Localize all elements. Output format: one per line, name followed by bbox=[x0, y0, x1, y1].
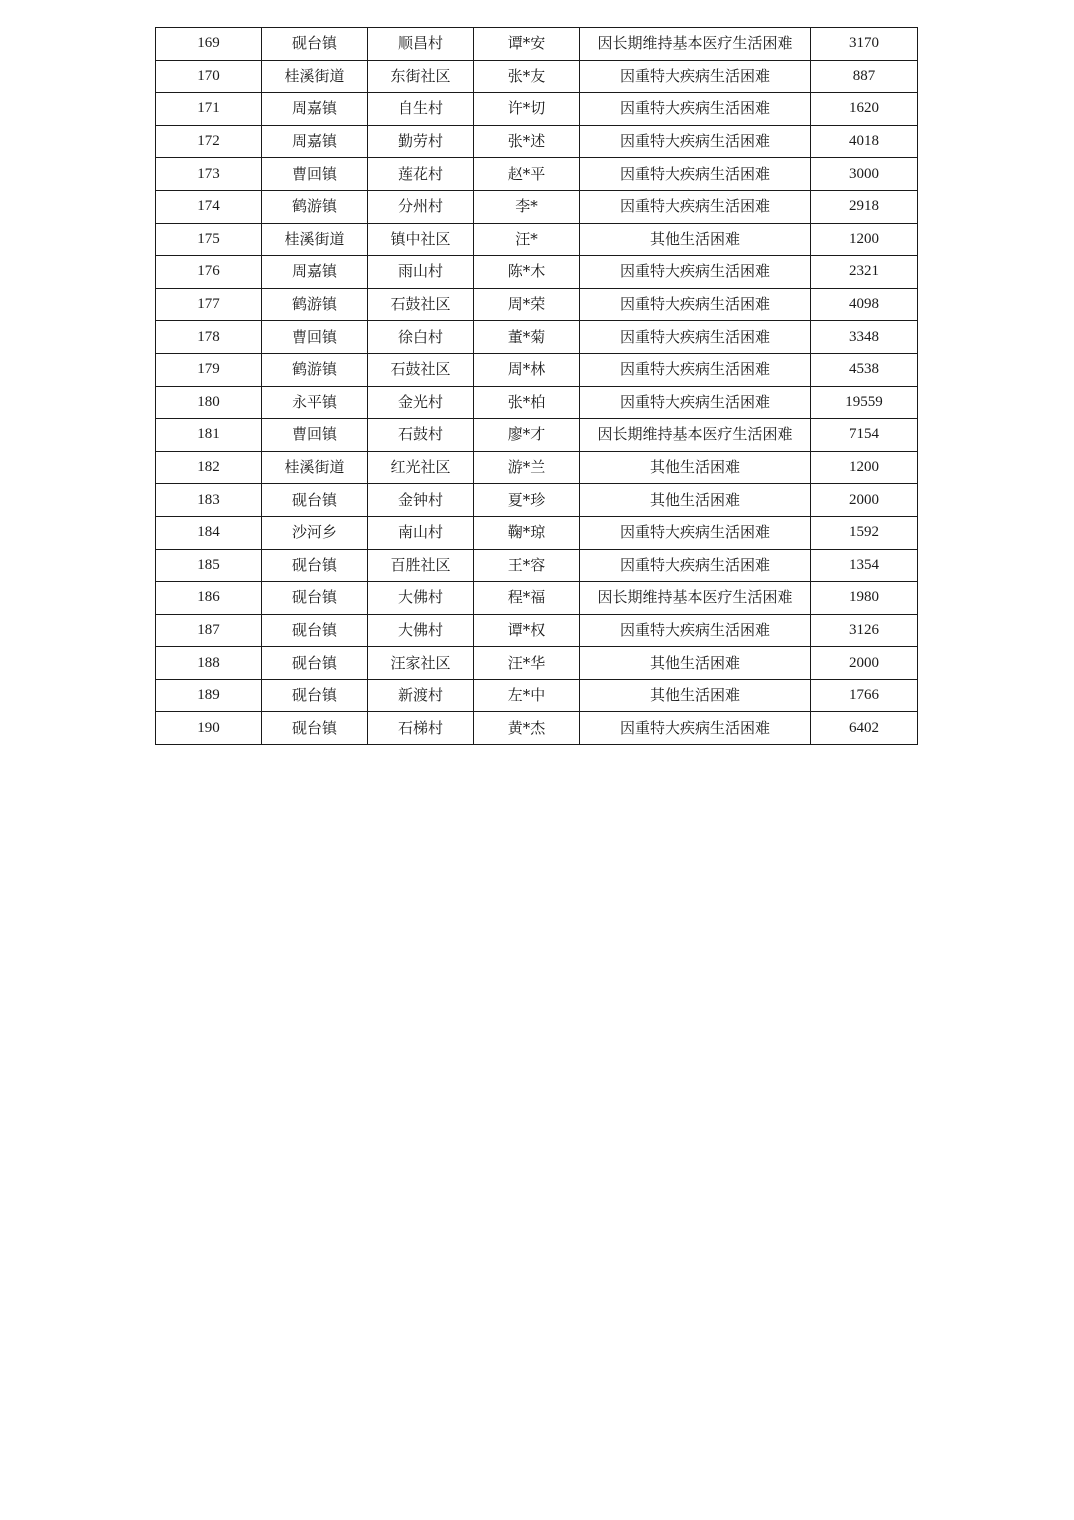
row-number-cell: 180 bbox=[156, 386, 262, 419]
amount-cell: 1354 bbox=[811, 549, 918, 582]
recipient-name-cell: 夏*珍 bbox=[474, 484, 580, 517]
amount-cell: 887 bbox=[811, 60, 918, 93]
amount-cell: 1592 bbox=[811, 516, 918, 549]
village-cell: 红光社区 bbox=[368, 451, 474, 484]
town-cell: 砚台镇 bbox=[262, 647, 368, 680]
village-cell: 徐白村 bbox=[368, 321, 474, 354]
hardship-reason-cell: 其他生活困难 bbox=[580, 451, 811, 484]
row-number-cell: 179 bbox=[156, 353, 262, 386]
town-cell: 砚台镇 bbox=[262, 582, 368, 615]
hardship-reason-cell: 因重特大疾病生活困难 bbox=[580, 614, 811, 647]
table-row bbox=[156, 288, 918, 321]
village-cell: 石梯村 bbox=[368, 712, 474, 745]
table-row bbox=[156, 190, 918, 223]
row-number-cell: 169 bbox=[156, 28, 262, 61]
row-number-cell: 176 bbox=[156, 256, 262, 289]
hardship-reason-cell: 因重特大疾病生活困难 bbox=[580, 386, 811, 419]
hardship-reason-cell: 因长期维持基本医疗生活困难 bbox=[580, 28, 811, 61]
village-cell: 南山村 bbox=[368, 516, 474, 549]
table-row bbox=[156, 647, 918, 680]
town-cell: 砚台镇 bbox=[262, 484, 368, 517]
recipient-name-cell: 赵*平 bbox=[474, 158, 580, 191]
table-row bbox=[156, 451, 918, 484]
town-cell: 周嘉镇 bbox=[262, 125, 368, 158]
village-cell: 镇中社区 bbox=[368, 223, 474, 256]
amount-cell: 3170 bbox=[811, 28, 918, 61]
table-row bbox=[156, 484, 918, 517]
recipient-name-cell: 周*荣 bbox=[474, 288, 580, 321]
amount-cell: 6402 bbox=[811, 712, 918, 745]
table-row bbox=[156, 321, 918, 354]
row-number-cell: 185 bbox=[156, 549, 262, 582]
row-number-cell: 187 bbox=[156, 614, 262, 647]
table-row bbox=[156, 712, 918, 745]
amount-cell: 4098 bbox=[811, 288, 918, 321]
recipient-name-cell: 许*切 bbox=[474, 93, 580, 126]
row-number-cell: 182 bbox=[156, 451, 262, 484]
amount-cell: 2000 bbox=[811, 484, 918, 517]
town-cell: 砚台镇 bbox=[262, 28, 368, 61]
amount-cell: 1200 bbox=[811, 451, 918, 484]
recipient-name-cell: 黄*杰 bbox=[474, 712, 580, 745]
recipient-name-cell: 汪* bbox=[474, 223, 580, 256]
amount-cell: 1200 bbox=[811, 223, 918, 256]
town-cell: 沙河乡 bbox=[262, 516, 368, 549]
town-cell: 砚台镇 bbox=[262, 679, 368, 712]
row-number-cell: 170 bbox=[156, 60, 262, 93]
recipient-name-cell: 廖*才 bbox=[474, 419, 580, 452]
table-row bbox=[156, 28, 918, 61]
row-number-cell: 175 bbox=[156, 223, 262, 256]
hardship-reason-cell: 因重特大疾病生活困难 bbox=[580, 549, 811, 582]
town-cell: 桂溪街道 bbox=[262, 223, 368, 256]
hardship-reason-cell: 因重特大疾病生活困难 bbox=[580, 288, 811, 321]
town-cell: 周嘉镇 bbox=[262, 256, 368, 289]
town-cell: 鹤游镇 bbox=[262, 190, 368, 223]
row-number-cell: 172 bbox=[156, 125, 262, 158]
hardship-reason-cell: 因重特大疾病生活困难 bbox=[580, 60, 811, 93]
town-cell: 砚台镇 bbox=[262, 614, 368, 647]
table-row bbox=[156, 158, 918, 191]
town-cell: 鹤游镇 bbox=[262, 353, 368, 386]
recipient-name-cell: 张*友 bbox=[474, 60, 580, 93]
row-number-cell: 181 bbox=[156, 419, 262, 452]
village-cell: 大佛村 bbox=[368, 582, 474, 615]
row-number-cell: 188 bbox=[156, 647, 262, 680]
row-number-cell: 174 bbox=[156, 190, 262, 223]
town-cell: 周嘉镇 bbox=[262, 93, 368, 126]
recipient-name-cell: 谭*权 bbox=[474, 614, 580, 647]
hardship-reason-cell: 因重特大疾病生活困难 bbox=[580, 93, 811, 126]
village-cell: 新渡村 bbox=[368, 679, 474, 712]
village-cell: 石鼓村 bbox=[368, 419, 474, 452]
table-row bbox=[156, 516, 918, 549]
table-row bbox=[156, 549, 918, 582]
hardship-reason-cell: 因长期维持基本医疗生活困难 bbox=[580, 419, 811, 452]
recipient-name-cell: 李* bbox=[474, 190, 580, 223]
amount-cell: 1980 bbox=[811, 582, 918, 615]
amount-cell: 3126 bbox=[811, 614, 918, 647]
recipient-name-cell: 汪*华 bbox=[474, 647, 580, 680]
recipient-name-cell: 程*福 bbox=[474, 582, 580, 615]
village-cell: 分州村 bbox=[368, 190, 474, 223]
recipient-name-cell: 王*容 bbox=[474, 549, 580, 582]
village-cell: 自生村 bbox=[368, 93, 474, 126]
row-number-cell: 184 bbox=[156, 516, 262, 549]
town-cell: 曹回镇 bbox=[262, 321, 368, 354]
village-cell: 东街社区 bbox=[368, 60, 474, 93]
recipient-name-cell: 陈*木 bbox=[474, 256, 580, 289]
recipient-name-cell: 张*柏 bbox=[474, 386, 580, 419]
recipient-name-cell: 鞠*琼 bbox=[474, 516, 580, 549]
village-cell: 石鼓社区 bbox=[368, 353, 474, 386]
table-row bbox=[156, 679, 918, 712]
town-cell: 桂溪街道 bbox=[262, 451, 368, 484]
town-cell: 桂溪街道 bbox=[262, 60, 368, 93]
amount-cell: 3348 bbox=[811, 321, 918, 354]
hardship-reason-cell: 因长期维持基本医疗生活困难 bbox=[580, 582, 811, 615]
row-number-cell: 190 bbox=[156, 712, 262, 745]
row-number-cell: 177 bbox=[156, 288, 262, 321]
amount-cell: 2918 bbox=[811, 190, 918, 223]
recipient-name-cell: 董*菊 bbox=[474, 321, 580, 354]
village-cell: 石鼓社区 bbox=[368, 288, 474, 321]
town-cell: 曹回镇 bbox=[262, 158, 368, 191]
village-cell: 百胜社区 bbox=[368, 549, 474, 582]
village-cell: 雨山村 bbox=[368, 256, 474, 289]
village-cell: 金钟村 bbox=[368, 484, 474, 517]
hardship-reason-cell: 因重特大疾病生活困难 bbox=[580, 190, 811, 223]
table-row bbox=[156, 125, 918, 158]
amount-cell: 4538 bbox=[811, 353, 918, 386]
recipient-name-cell: 谭*安 bbox=[474, 28, 580, 61]
town-cell: 砚台镇 bbox=[262, 712, 368, 745]
row-number-cell: 183 bbox=[156, 484, 262, 517]
relief-recipient-table bbox=[155, 27, 918, 745]
table-row bbox=[156, 223, 918, 256]
table-row bbox=[156, 614, 918, 647]
town-cell: 永平镇 bbox=[262, 386, 368, 419]
row-number-cell: 173 bbox=[156, 158, 262, 191]
town-cell: 砚台镇 bbox=[262, 549, 368, 582]
hardship-reason-cell: 因重特大疾病生活困难 bbox=[580, 321, 811, 354]
amount-cell: 2321 bbox=[811, 256, 918, 289]
amount-cell: 3000 bbox=[811, 158, 918, 191]
amount-cell: 4018 bbox=[811, 125, 918, 158]
village-cell: 顺昌村 bbox=[368, 28, 474, 61]
hardship-reason-cell: 其他生活困难 bbox=[580, 484, 811, 517]
table-row bbox=[156, 93, 918, 126]
hardship-reason-cell: 其他生活困难 bbox=[580, 223, 811, 256]
recipient-name-cell: 周*林 bbox=[474, 353, 580, 386]
amount-cell: 1620 bbox=[811, 93, 918, 126]
table-row bbox=[156, 419, 918, 452]
row-number-cell: 178 bbox=[156, 321, 262, 354]
row-number-cell: 189 bbox=[156, 679, 262, 712]
table-row bbox=[156, 256, 918, 289]
recipient-name-cell: 左*中 bbox=[474, 679, 580, 712]
row-number-cell: 186 bbox=[156, 582, 262, 615]
village-cell: 莲花村 bbox=[368, 158, 474, 191]
hardship-reason-cell: 因重特大疾病生活困难 bbox=[580, 125, 811, 158]
hardship-reason-cell: 因重特大疾病生活困难 bbox=[580, 516, 811, 549]
town-cell: 鹤游镇 bbox=[262, 288, 368, 321]
recipient-name-cell: 游*兰 bbox=[474, 451, 580, 484]
amount-cell: 2000 bbox=[811, 647, 918, 680]
village-cell: 汪家社区 bbox=[368, 647, 474, 680]
village-cell: 勤劳村 bbox=[368, 125, 474, 158]
hardship-reason-cell: 因重特大疾病生活困难 bbox=[580, 353, 811, 386]
table-row bbox=[156, 386, 918, 419]
table-row bbox=[156, 60, 918, 93]
village-cell: 金光村 bbox=[368, 386, 474, 419]
hardship-reason-cell: 因重特大疾病生活困难 bbox=[580, 712, 811, 745]
village-cell: 大佛村 bbox=[368, 614, 474, 647]
amount-cell: 1766 bbox=[811, 679, 918, 712]
table-row bbox=[156, 353, 918, 386]
hardship-reason-cell: 其他生活困难 bbox=[580, 679, 811, 712]
table-body bbox=[156, 28, 918, 745]
table-row bbox=[156, 582, 918, 615]
amount-cell: 19559 bbox=[811, 386, 918, 419]
hardship-reason-cell: 因重特大疾病生活困难 bbox=[580, 256, 811, 289]
town-cell: 曹回镇 bbox=[262, 419, 368, 452]
recipient-name-cell: 张*述 bbox=[474, 125, 580, 158]
row-number-cell: 171 bbox=[156, 93, 262, 126]
amount-cell: 7154 bbox=[811, 419, 918, 452]
hardship-reason-cell: 因重特大疾病生活困难 bbox=[580, 158, 811, 191]
hardship-reason-cell: 其他生活困难 bbox=[580, 647, 811, 680]
